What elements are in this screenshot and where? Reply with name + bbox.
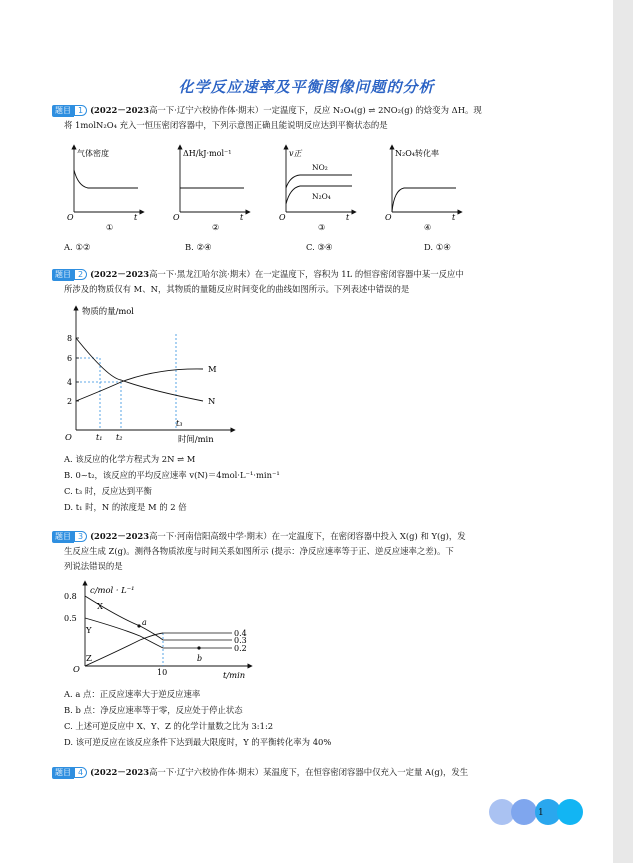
q3-option-b[interactable]: B. b 点：净反应速率等于零，反应处于停止状态	[64, 705, 243, 715]
graph-1-ylabel: 气体密度	[77, 149, 109, 158]
question-source: (2022－2023	[90, 269, 150, 279]
q3-value-03: 0.3	[234, 636, 247, 645]
question-1-graphs	[62, 142, 532, 232]
q2-origin: O	[65, 432, 72, 442]
q3-option-c[interactable]: C. 上述可逆反应中 X、Y、Z 的化学计量数之比为 3:1:2	[64, 721, 274, 731]
question-number: 3	[74, 531, 87, 542]
graph-4-xlabel: t	[452, 213, 456, 222]
q2-xtick-t1: t₁	[96, 433, 103, 442]
question-source: (2022－2023	[90, 767, 150, 777]
question-4-header	[52, 766, 468, 779]
q3-chart-ylabel: c/mol · L⁻¹	[90, 585, 135, 595]
q3-series-x: X	[97, 601, 103, 611]
question-3-line-1: 高一下·河南信阳高级中学·期末）在一定温度下，在密闭容器中投入 X(g) 和 Y(g)，发	[149, 531, 466, 541]
q3-point-b: b	[197, 654, 203, 663]
q2-ytick-4: 4	[67, 378, 73, 387]
page-number-badge	[488, 796, 584, 828]
graph-3	[279, 147, 354, 232]
q2-option-c[interactable]: C. t₃ 时，反应达到平衡	[64, 486, 152, 496]
question-number: 2	[74, 269, 87, 280]
graph-3-origin: O	[279, 213, 286, 222]
graph-3-series-no2: NO₂	[312, 163, 328, 172]
graph-2-ylabel: ΔH/kJ·mol⁻¹	[183, 149, 232, 158]
question-1-header	[52, 104, 482, 117]
q3-series-z: Z	[86, 653, 92, 663]
question-number: 4	[74, 767, 87, 778]
q3-chart-xlabel: t/min	[223, 670, 246, 680]
question-tag: 题目	[52, 269, 74, 281]
q2-ytick-6: 6	[67, 354, 73, 363]
q3-ytick-08: 0.8	[64, 592, 77, 601]
graph-1-caption: ①	[106, 223, 114, 232]
graph-2-origin: O	[173, 213, 180, 222]
right-scroll-gutter	[613, 0, 633, 863]
q2-ytick-8: 8	[67, 334, 73, 343]
graph-1-xlabel: t	[134, 213, 138, 222]
q2-xtick-t2: t₂	[116, 433, 123, 442]
question-source: (2022－2023	[90, 531, 150, 541]
q3-option-a[interactable]: A. a 点：正反应速率大于逆反应速率	[64, 689, 201, 699]
question-tag: 题目	[52, 531, 74, 543]
graph-4	[385, 147, 460, 232]
question-number: 1	[74, 105, 87, 116]
question-3-line-2: 生反应生成 Z(g)。测得各物质浓度与时间关系如图所示 (提示：净反应速率等于正、逆反应速率之差)。下	[64, 546, 454, 556]
q2-xtick-t3: t₃	[176, 419, 183, 428]
graph-3-caption: ③	[318, 223, 326, 232]
q2-option-a[interactable]: A. 该反应的化学方程式为 2N ⇌ M	[64, 454, 196, 464]
question-3-line-3: 列说法错误的是	[64, 561, 123, 571]
q2-chart-ylabel: 物质的量/mol	[82, 306, 134, 316]
q1-option-b[interactable]: B. ②④	[185, 242, 212, 252]
q1-option-d[interactable]: D. ①④	[424, 242, 451, 252]
q3-value-02: 0.2	[234, 644, 247, 653]
question-4-line-1: 高一下·辽宁六校协作体·期末）某温度下，在恒容密闭容器中仅充入一定量 A(g)，发生	[149, 767, 469, 777]
q3-point-a: a	[142, 618, 147, 627]
q3-xtick-10: 10	[157, 668, 168, 677]
question-2-line-1: 高一下·黑龙江哈尔滨·期末）在一定温度下，容积为 1L 的恒容密闭容器中某一反应中	[149, 269, 464, 279]
graph-1	[67, 147, 142, 232]
question-tag: 题目	[52, 767, 74, 779]
q2-chart-xlabel: 时间/min	[178, 434, 214, 444]
q3-option-d[interactable]: D. 该可逆反应在该反应条件下达到最大限度时，Y 的平衡转化率为 40%	[64, 737, 332, 747]
graph-3-series-n2o4: N₂O₄	[312, 192, 331, 201]
q3-origin: O	[73, 664, 80, 674]
page-number: 1	[538, 808, 544, 818]
page-title: 化学反应速率及平衡图像问题的分析	[178, 78, 435, 96]
graph-4-caption: ④	[424, 223, 432, 232]
question-3-header	[52, 530, 466, 543]
graph-4-ylabel: N₂O₄转化率	[395, 149, 439, 158]
question-2-chart	[58, 302, 248, 447]
question-2-header	[52, 268, 464, 281]
q3-value-04: 0.4	[234, 629, 247, 638]
question-2-line-2: 所涉及的物质仅有 M、N，其物质的量随反应时间变化的曲线如图所示。下列表述中错误的是	[64, 284, 410, 294]
question-1-line-1: 高一下·辽宁六校协作体·期末）一定温度下，反应 N₂O₄(g) ⇌ 2NO₂(g) 的焓变为 ΔH。现	[149, 105, 482, 115]
q1-option-a[interactable]: A. ①②	[64, 242, 91, 252]
q1-option-c[interactable]: C. ③④	[306, 242, 333, 252]
graph-2-xlabel: t	[240, 213, 244, 222]
graph-1-origin: O	[67, 213, 74, 222]
q3-ytick-05: 0.5	[64, 614, 77, 623]
q3-series-y: Y	[86, 625, 92, 635]
question-tag: 题目	[52, 105, 74, 117]
graph-2	[173, 147, 248, 232]
q2-option-b[interactable]: B. 0~t₂，该反应的平均反应速率 v(N)＝4mol·L⁻¹·min⁻¹	[64, 470, 280, 480]
question-3-chart	[60, 578, 260, 683]
question-source: (2022－2023	[90, 105, 150, 115]
graph-3-xlabel: t	[346, 213, 350, 222]
q2-series-n: N	[208, 396, 216, 406]
q2-option-d[interactable]: D. t₁ 时，N 的浓度是 M 的 2 倍	[64, 502, 187, 512]
q2-ytick-2: 2	[67, 397, 73, 406]
graph-4-origin: O	[385, 213, 392, 222]
graph-2-caption: ②	[212, 223, 220, 232]
graph-3-ylabel: v正	[289, 149, 302, 158]
question-1-line-2: 将 1molN₂O₄ 充入一恒压密闭容器中，下列示意图正确且能说明反应达到平衡状态的是	[64, 120, 388, 130]
q2-series-m: M	[208, 364, 217, 374]
